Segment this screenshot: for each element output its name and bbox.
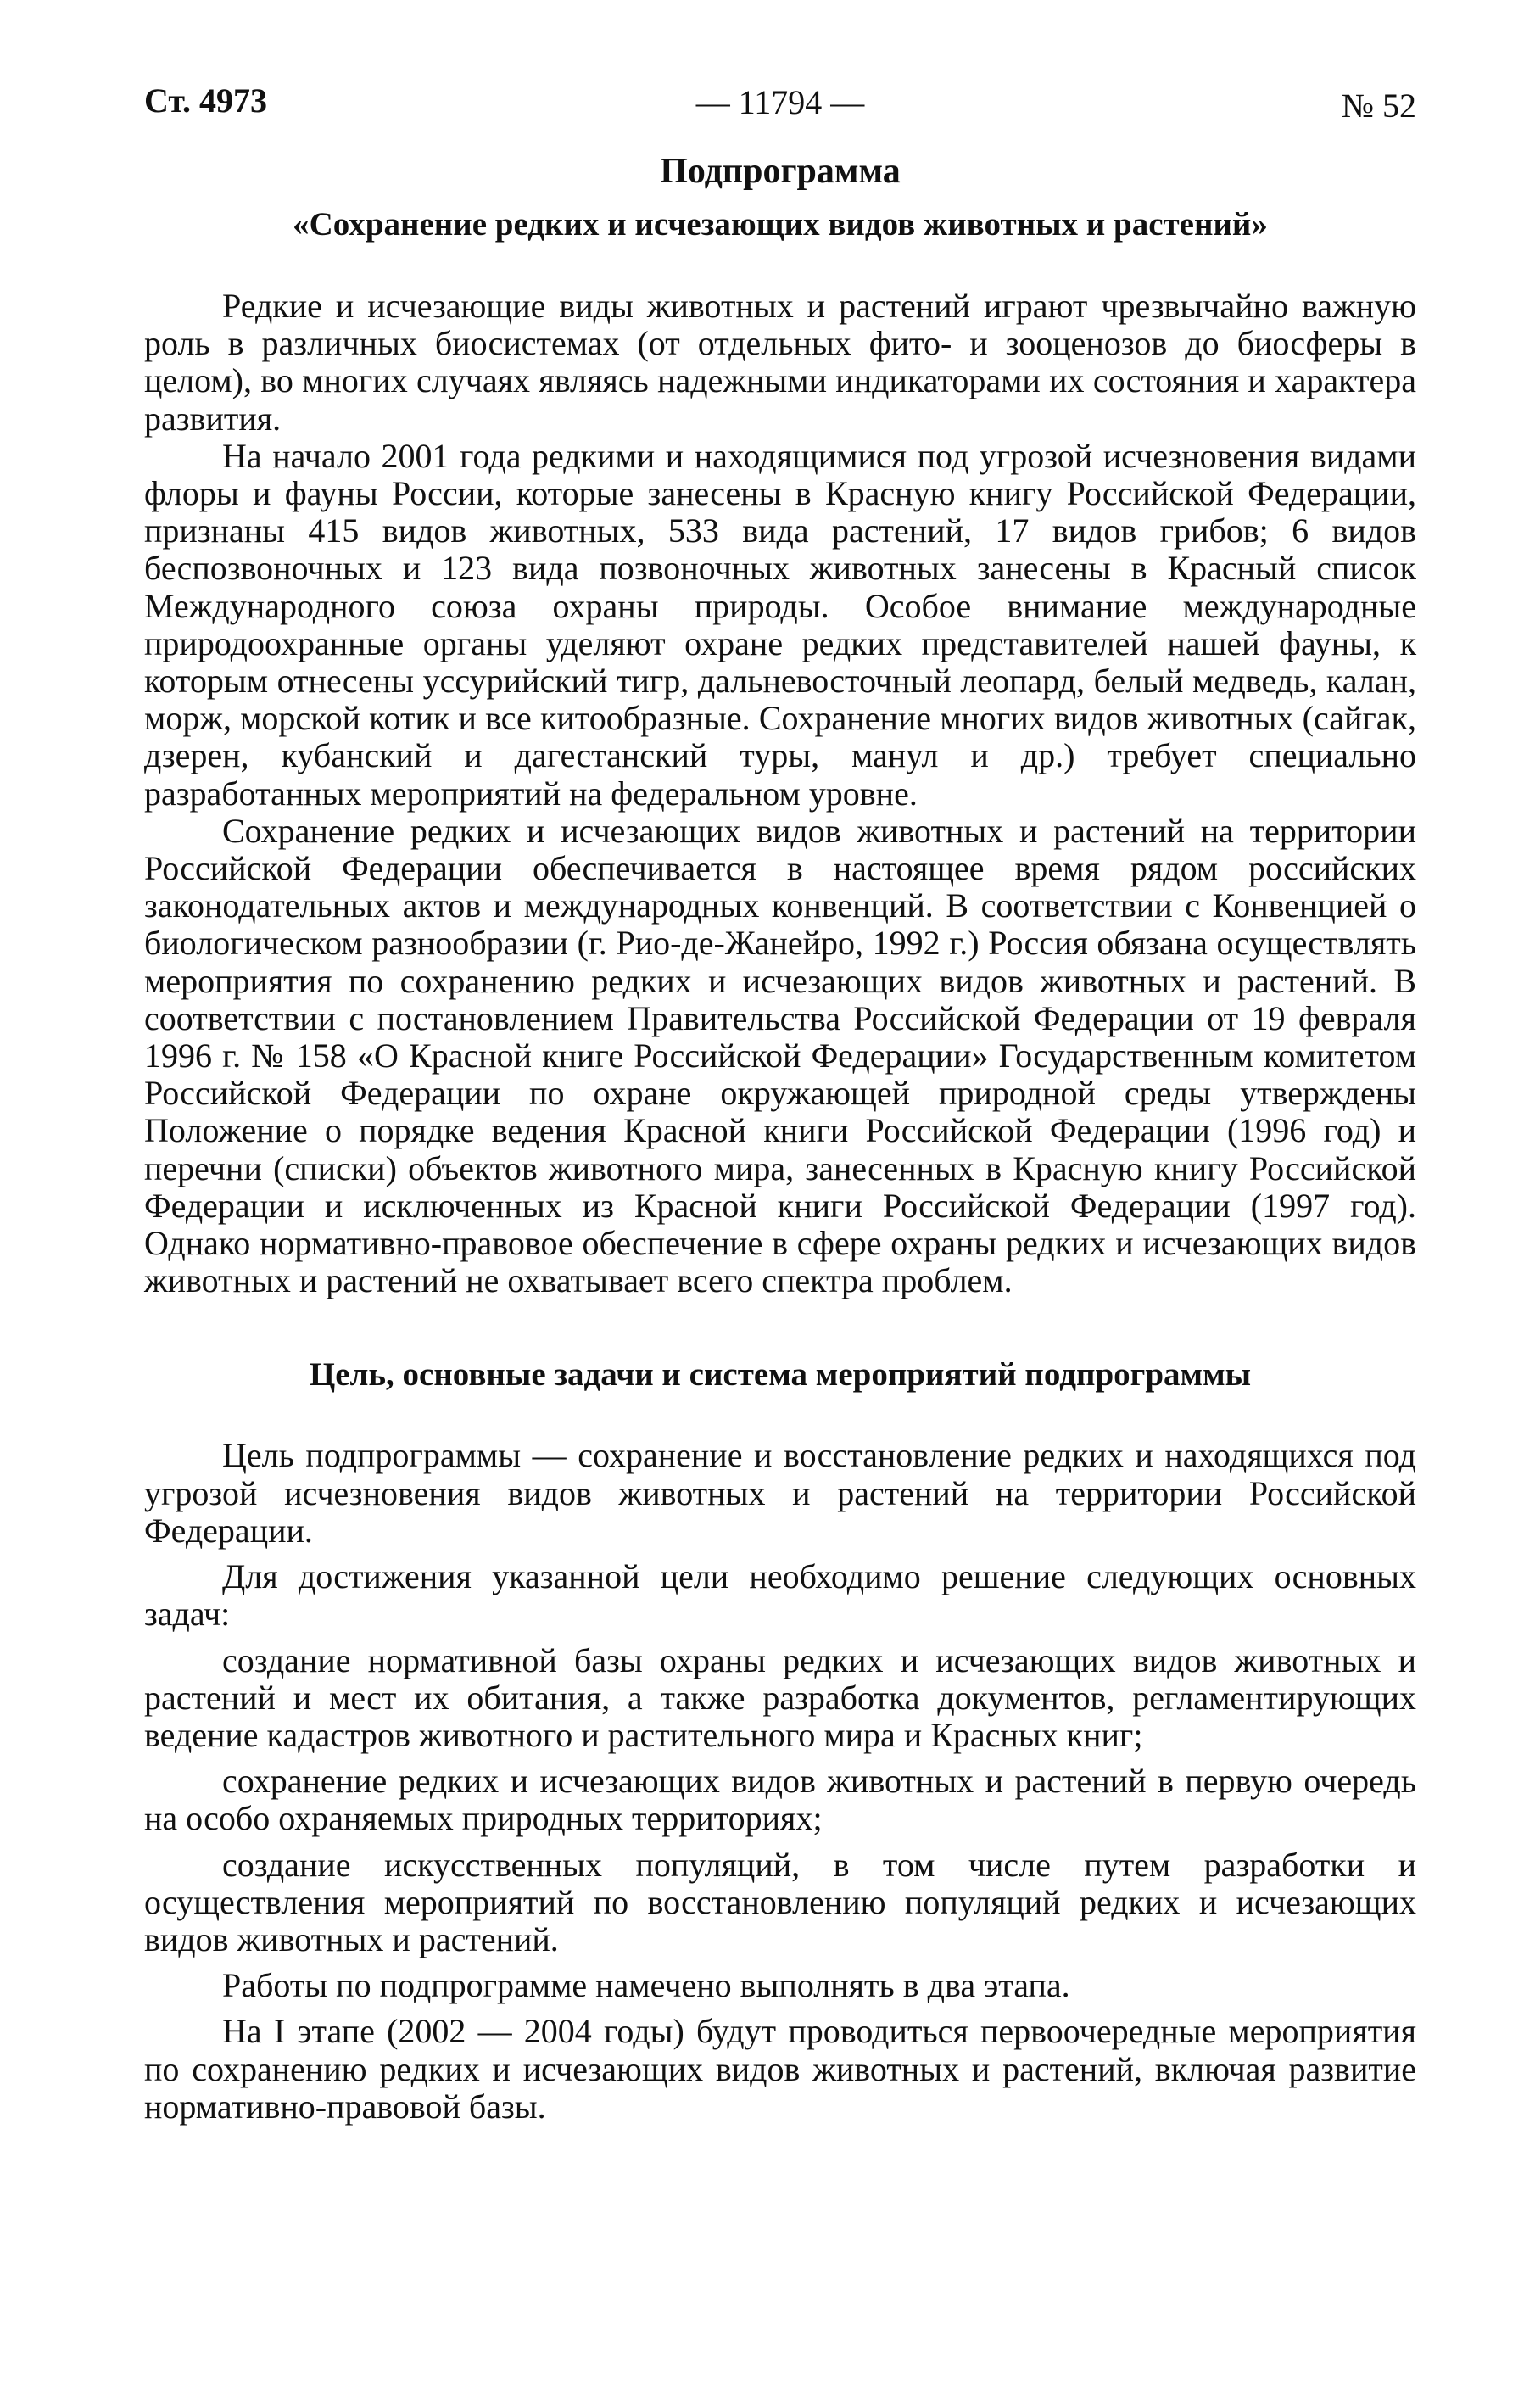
stages-paragraph: Работы по подпрограмме намечено выполнять в два этапа.: [222, 1966, 1070, 2005]
document-page: [144, 81, 1416, 2126]
task-item-1: создание нормативной базы охраны редких и исчезающих видов животных и растений и мест их обитания, а также разработка документов, регламентирующих ведение кадастров животного и растительного мира и Красных книг;: [144, 1640, 1416, 1754]
intro-paragraph-1: Редкие и исчезающие виды животных и растений играют чрезвычайно важную роль в различных биосистемах (от отдельных фито- и зооценозов до биосферы в целом), во многих случаях являясь надежными индикаторами их состояния и характера развития.: [144, 287, 1416, 438]
section-heading: Цель, основные задачи и система мероприятий подпрограммы: [309, 1356, 1252, 1394]
intro-paragraph-3: Сохранение редких и исчезающих видов животных и растений на территории Российской Федерации обеспечивается в настоящее время рядом российских законодательных актов и международных конвенций. В соответствии с Конвенцией о биологическом разнообразии (г. Рио-де-Жанейро, 1992 г.) Россия обязана осуществлять мероприятия по сохранению редких и исчезающих видов животных и растений. В соответствии с постановлением Правительства Российской Федерации от 19 февраля 1996 г. № 158 «О Красной книге Российской Федерации» Государственным комитетом Российской Федерации по охране окружающей природной среды утверждены Положение о порядке ведения Красной книги Российской Федерации (1996 год) и перечни (списки) объектов животного мира, занесенных в Красную книгу Российской Федерации и исключенных из Красной книги Российской Федерации (1997 год). Однако нормативно-правовое обеспечение в сфере охраны редких и исчезающих видов животных и растений не охватывает всего спектра проблем.: [144, 811, 1416, 1300]
task-item-2: сохранение редких и исчезающих видов животных и растений в первую очередь на особо охраняемых природных территориях;: [144, 1762, 1416, 1838]
goal-paragraph: Цель подпрограммы — сохранение и восстановление редких и находящихся под угрозой исчезновения видов животных и растений на территории Российской Федерации.: [144, 1436, 1416, 1550]
tasks-intro-paragraph: Для достижения указанной цели необходимо решение следующих основных задач:: [144, 1557, 1416, 1634]
running-header: [144, 81, 1416, 140]
document-title: Подпрограмма: [660, 152, 901, 191]
issue-number: № 52: [1341, 87, 1416, 125]
stage-one-paragraph: На I этапе (2002 — 2004 годы) будут проводиться первоочередные мероприятия по сохранению редких и исчезающих видов животных и растений, включая развитие нормативно-правовой базы.: [144, 2012, 1416, 2126]
article-number: Ст. 4973: [144, 81, 267, 120]
page-number: — 11794 —: [695, 83, 865, 121]
document-subtitle: «Сохранение редких и исчезающих видов животных и растений»: [293, 206, 1268, 243]
task-item-3: создание искусственных популяций, в том числе путем разработки и осуществления мероприятий по восстановлению популяций редких и исчезающих видов животных и растений.: [144, 1845, 1416, 1958]
intro-paragraph-2: На начало 2001 года редкими и находящимися под угрозой исчезновения видами флоры и фауны России, которые занесены в Красную книгу Российской Федерации, признаны 415 видов животных, 533 вида растений, 17 видов грибов; 6 видов беспозвоночных и 123 вида позвоночных животных занесены в Красный список Международного союза охраны природы. Особое внимание международные природоохранные органы уделяют охране редких представителей нашей фауны, к которым отнесены уссурийский тигр, дальневосточный леопард, белый медведь, калан, морж, морской котик и все китообразные. Сохранение многих видов животных (сайгак, дзерен, кубанский и дагестанский туры, манул и др.) требует специально разработанных мероприятий на федеральном уровне.: [144, 436, 1416, 813]
